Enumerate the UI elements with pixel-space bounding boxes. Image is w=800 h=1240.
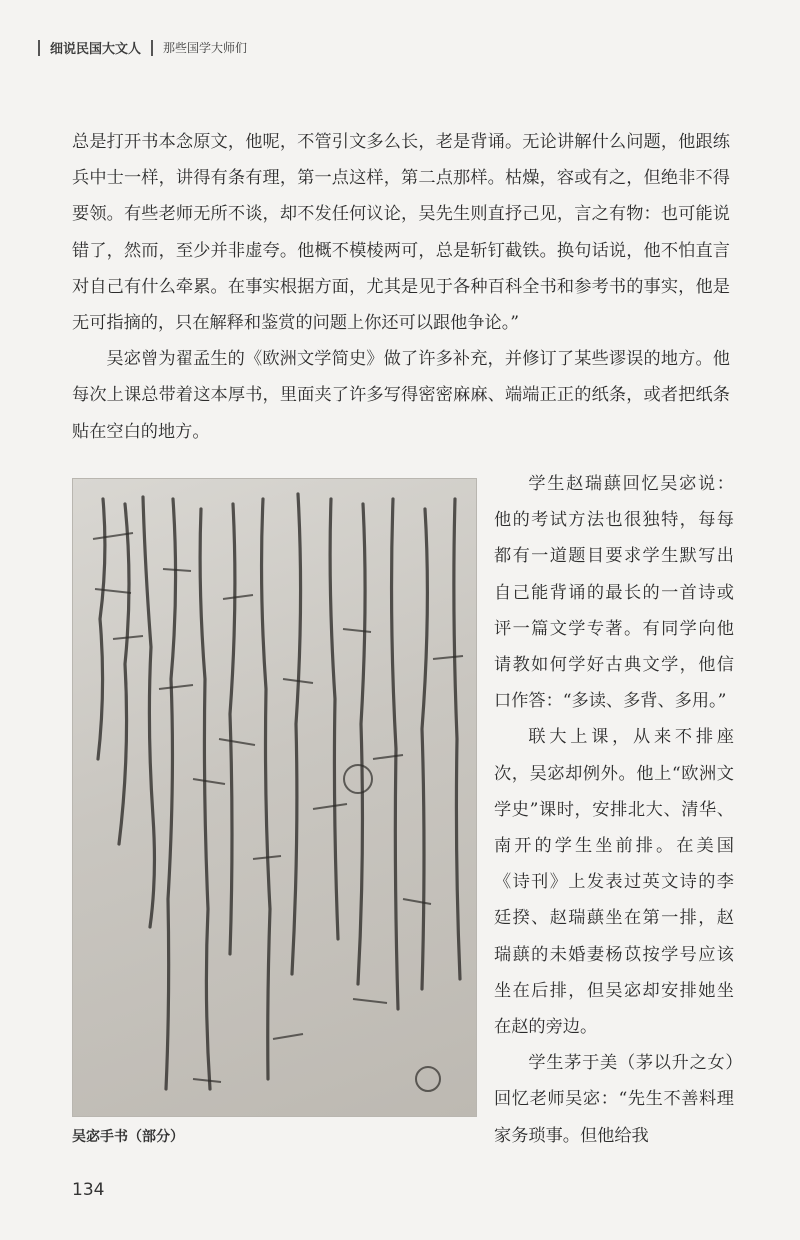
running-header [38, 38, 247, 57]
series-title: 那些国学大师们 [163, 41, 248, 55]
main-text-top [72, 124, 730, 450]
header-divider [151, 40, 153, 56]
handwriting-photo [72, 478, 477, 1117]
paragraph: 联大上课，从来不排座次，吴宓却例外。他上“欧洲文学史”课时，安排北大、清华、南开的学生坐前排。在美国《诗刊》上发表过英文诗的李廷揆、赵瑞蕻坐在第一排，赵瑞蕻的未婚妻杨苡按学号应该坐在后排，但吴宓却安排她坐在赵的旁边。 [494, 727, 734, 1038]
page-number: 134 [72, 1180, 105, 1200]
header-divider [38, 40, 40, 56]
book-title: 细说民国大文人 [50, 42, 142, 57]
handwriting-image [73, 479, 476, 1116]
paragraph: 总是打开书本念原文，他呢，不管引文多么长，老是背诵。无论讲解什么问题，他跟练兵中士一样，讲得有条有理，第一点这样，第二点那样。枯燥，容或有之，但绝非不得要领。有些老师无所不谈，却不发任何议论，吴先生则直抒己见，言之有物：也可能说错了，然而，至少并非虚夸。他概不模棱两可，总是斩钉截铁。换句话说，他不怕直言对自己有什么牵累。在事实根据方面，尤其是见于各种百科全书和参考书的事实，他是无可指摘的，只在解释和鉴赏的问题上你还可以跟他争论。” [72, 132, 730, 334]
main-text-side [494, 466, 734, 1154]
photo-caption: 吴宓手书（部分） [72, 1129, 184, 1145]
paragraph: 学生赵瑞蕻回忆吴宓说：他的考试方法也很独特，每每都有一道题目要求学生默写出自己能背诵的最长的一首诗或评一篇文学专著。有同学向他请教如何学好古典文学，他信口作答：“多读、多背、多用。” [494, 474, 734, 712]
paragraph: 学生茅于美（茅以升之女）回忆老师吴宓：“先生不善料理家务琐事。但他给我 [494, 1053, 734, 1146]
paragraph: 吴宓曾为翟孟生的《欧洲文学简史》做了许多补充，并修订了某些谬误的地方。他每次上课总带着这本厚书，里面夹了许多写得密密麻麻、端端正正的纸条，或者把纸条贴在空白的地方。 [72, 349, 730, 442]
